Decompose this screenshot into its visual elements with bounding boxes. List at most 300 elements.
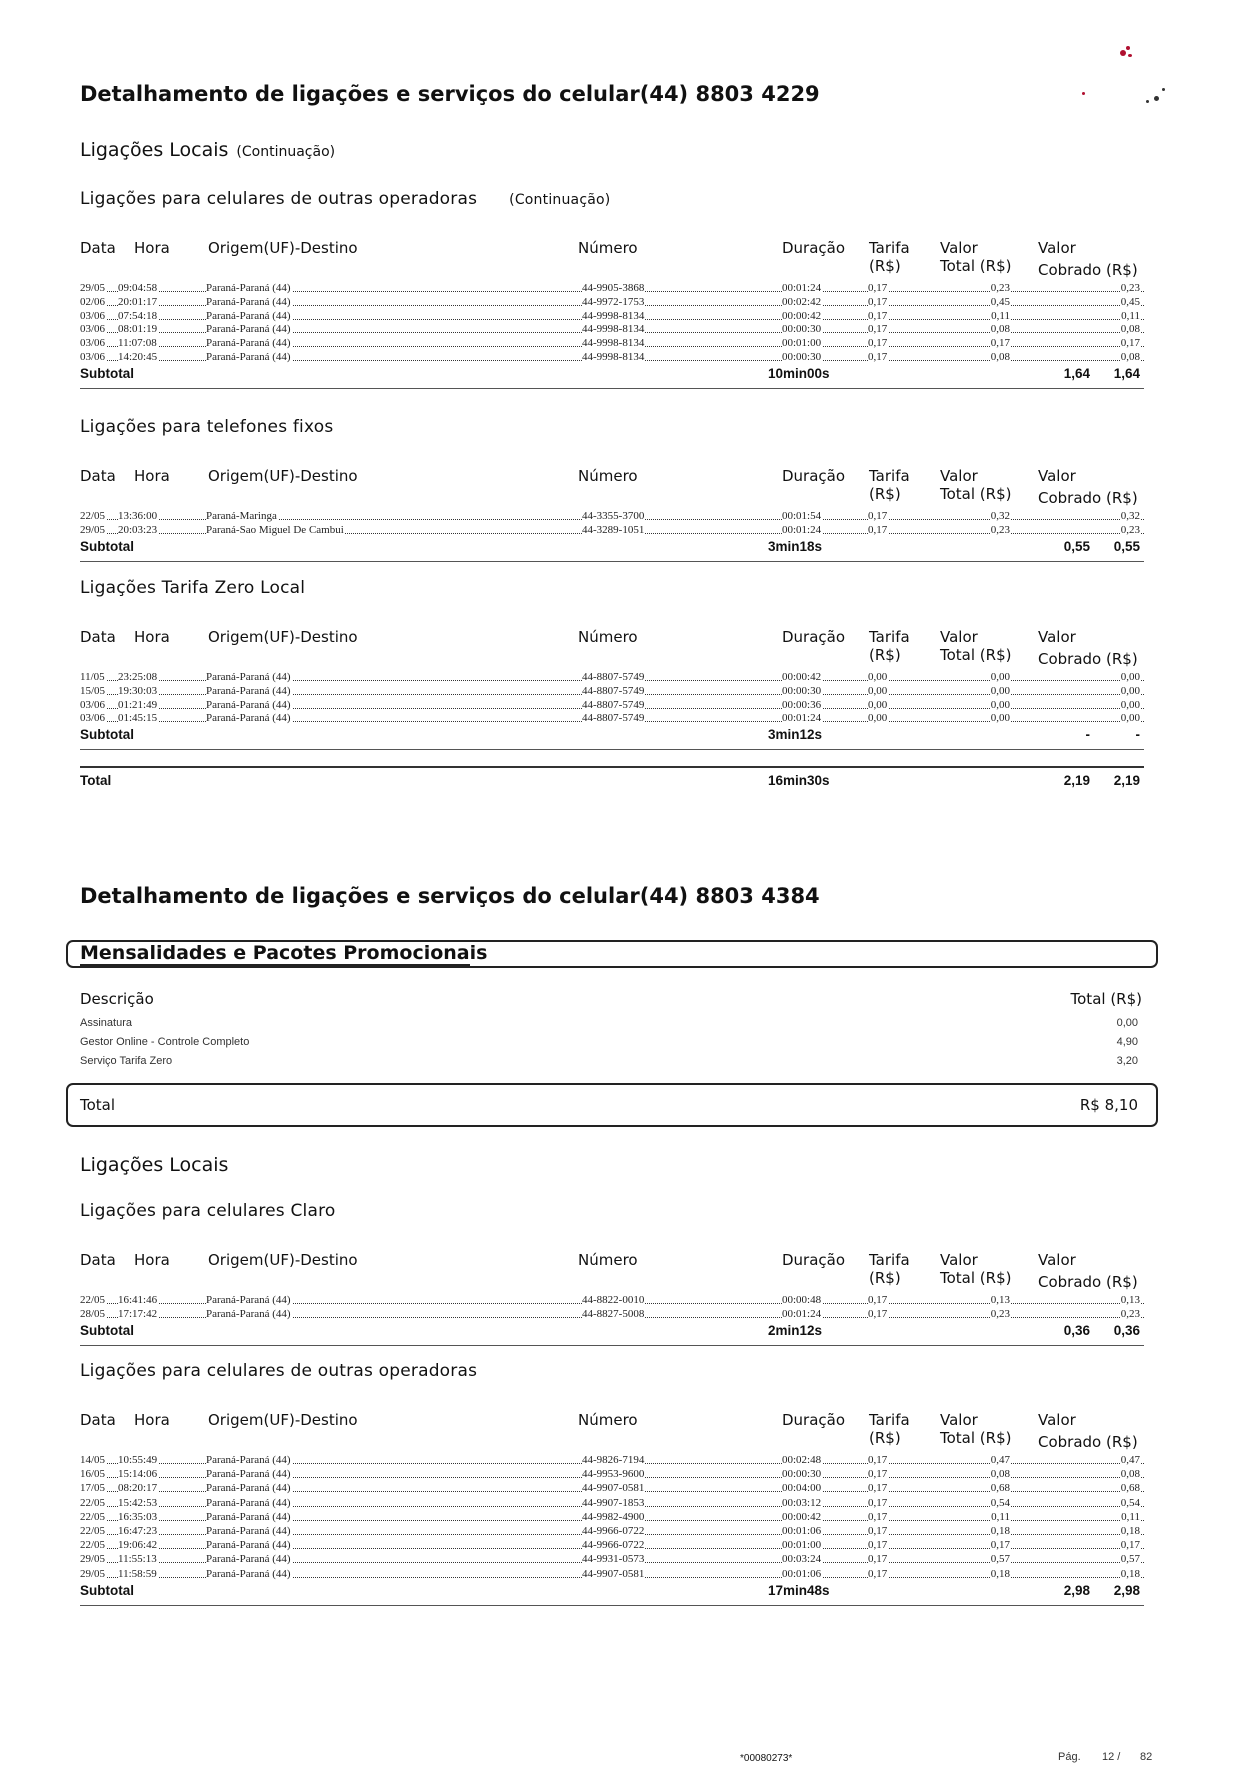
table-row — [80, 1552, 1144, 1567]
cell-numero: 44-8822-0010 — [582, 1294, 645, 1306]
col-header-valor-cobrado-unit: Cobrado (R$) — [1038, 489, 1138, 507]
cell-tarifa: 0,17 — [868, 1510, 888, 1523]
cell-valor-cobrado: 0,17 — [1120, 1539, 1140, 1552]
col-header-hora: Hora — [134, 1411, 170, 1429]
cell-hora: 10:55:49 — [118, 1454, 158, 1466]
cell-tarifa: 0,17 — [868, 1553, 888, 1566]
cell-tarifa: 0,17 — [868, 351, 888, 363]
cell-valor-total: 0,00 — [990, 684, 1010, 697]
cell-origem: Paraná-Paraná (44) — [206, 1468, 291, 1481]
subtotal-valor-cobrado: 0,36 — [1113, 1323, 1140, 1339]
col-header-duracao: Duração — [782, 1251, 846, 1269]
cell-origem: Paraná-Paraná (44) — [206, 351, 291, 363]
col-header-duracao: Duração — [782, 467, 846, 485]
cell-origem: Paraná-Paraná (44) — [206, 309, 291, 322]
cell-hora: 01:45:15 — [118, 712, 158, 725]
cell-hora: 19:06:42 — [118, 1539, 158, 1552]
subtotal-duracao: 17min48s — [768, 1582, 830, 1598]
page-label: Pág. — [1058, 1751, 1081, 1763]
cell-tarifa: 0,17 — [868, 1482, 888, 1495]
descricao-item: Gestor Online - Controle Completo — [80, 1036, 250, 1048]
group-title — [80, 417, 333, 437]
cell-data: 29/05 — [80, 1567, 106, 1580]
cell-duracao: 00:02:42 — [782, 295, 822, 308]
page-count: 82 — [1140, 1751, 1153, 1763]
table-row — [80, 1453, 1144, 1468]
descricao-header: Descrição — [80, 990, 154, 1008]
subtotal-label: Subtotal — [80, 727, 134, 743]
cell-hora: 09:04:58 — [118, 282, 158, 294]
subtotal-label: Subtotal — [80, 365, 134, 381]
cell-tarifa: 0,17 — [868, 1496, 888, 1509]
packages-total-label: Total — [80, 1096, 116, 1114]
cell-tarifa: 0,17 — [868, 510, 888, 522]
cell-origem: Paraná-Paraná (44) — [206, 1525, 291, 1537]
cell-data: 28/05 — [80, 1308, 106, 1321]
total-duracao: 16min30s — [768, 773, 830, 788]
section2-title: Detalhamento de ligações e serviços do celular(44) 8803 4384 — [80, 884, 820, 908]
table-row — [80, 336, 1144, 351]
table-row — [80, 1496, 1144, 1511]
cell-valor-cobrado: 0,08 — [1120, 351, 1140, 363]
cell-origem: Paraná-Paraná (44) — [206, 337, 291, 350]
group-title-text: Ligações para celulares de outras operadoras — [80, 1361, 478, 1381]
cell-duracao: 00:01:06 — [782, 1567, 822, 1580]
cell-hora: 19:30:03 — [118, 684, 158, 697]
table-row — [80, 1538, 1144, 1553]
cell-valor-total: 0,08 — [990, 351, 1010, 363]
cell-numero: 44-9972-1753 — [582, 295, 645, 308]
section1-continuation: (Continuação) — [236, 144, 336, 160]
col-header-tarifa-unit: (R$) — [869, 257, 901, 275]
cell-valor-cobrado: 0,08 — [1120, 323, 1140, 336]
cell-valor-cobrado: 0,45 — [1120, 295, 1140, 308]
cell-valor-cobrado: 0,17 — [1120, 337, 1140, 350]
col-header-valor-cobrado-unit: Cobrado (R$) — [1038, 1273, 1138, 1291]
cell-valor-cobrado: 0,11 — [1121, 1510, 1140, 1523]
cell-duracao: 00:03:12 — [782, 1496, 822, 1509]
group-title — [80, 1201, 336, 1221]
cell-data: 03/06 — [80, 351, 106, 363]
subtotal-valor-total: 0,36 — [1063, 1323, 1090, 1339]
subtotal-row — [80, 366, 1144, 383]
cell-data: 15/05 — [80, 684, 106, 697]
cell-hora: 07:54:18 — [118, 309, 158, 322]
subtotal-row — [80, 1323, 1144, 1340]
col-header-origem: Origem(UF)-Destino — [208, 239, 358, 257]
col-header-valor-cobrado: Valor — [1038, 628, 1076, 646]
cell-hora: 16:47:23 — [118, 1525, 158, 1537]
subtotal-valor-total: 2,98 — [1063, 1582, 1090, 1598]
col-header-tarifa-unit: (R$) — [869, 1429, 901, 1447]
col-header-valor-cobrado: Valor — [1038, 239, 1076, 257]
cell-duracao: 00:00:42 — [782, 671, 822, 683]
cell-duracao: 00:00:36 — [782, 698, 822, 711]
cell-valor-total: 0,23 — [990, 1308, 1010, 1321]
col-header-origem: Origem(UF)-Destino — [208, 1251, 358, 1269]
table-row — [80, 322, 1144, 337]
cell-duracao: 00:01:00 — [782, 1539, 822, 1552]
subtotal-valor-cobrado: 1,64 — [1113, 365, 1140, 381]
cell-tarifa: 0,17 — [868, 1539, 888, 1552]
col-header-tarifa-unit: (R$) — [869, 1269, 901, 1287]
cell-duracao: 00:04:00 — [782, 1482, 822, 1495]
cell-duracao: 00:00:30 — [782, 1468, 822, 1481]
cell-hora: 14:20:45 — [118, 351, 158, 363]
col-header-valor-total: Valor — [940, 1251, 978, 1269]
table-row — [80, 698, 1144, 713]
total-valor-total: 2,19 — [1063, 773, 1090, 788]
cell-duracao: 00:01:54 — [782, 510, 822, 522]
cell-valor-cobrado: 0,23 — [1120, 282, 1140, 294]
cell-valor-cobrado: 0,13 — [1120, 1294, 1140, 1306]
col-header-hora: Hora — [134, 1251, 170, 1269]
cell-hora: 11:58:59 — [118, 1567, 157, 1580]
subtotal-label: Subtotal — [80, 1323, 134, 1339]
cell-data: 29/05 — [80, 282, 106, 294]
cell-duracao: 00:02:48 — [782, 1454, 822, 1466]
cell-valor-cobrado: 0,00 — [1120, 684, 1140, 697]
col-header-hora: Hora — [134, 628, 170, 646]
cell-tarifa: 0,17 — [868, 282, 888, 294]
cell-valor-total: 0,00 — [990, 712, 1010, 725]
cell-numero: 44-9998-8134 — [582, 323, 645, 336]
group-title — [80, 578, 305, 598]
cell-data: 29/05 — [80, 523, 106, 536]
cell-origem: Paraná-Paraná (44) — [206, 1308, 291, 1321]
cell-tarifa: 0,17 — [868, 1567, 888, 1580]
cell-hora: 15:42:53 — [118, 1496, 158, 1509]
cell-numero: 44-8807-5749 — [582, 684, 645, 697]
section2-subtitle: Ligações Locais — [80, 1154, 229, 1176]
table-row — [80, 1467, 1144, 1482]
cell-data: 03/06 — [80, 698, 106, 711]
table-row — [80, 684, 1144, 699]
cell-valor-total: 0,08 — [990, 1468, 1010, 1481]
subtotal-separator — [80, 388, 1144, 389]
cell-tarifa: 0,17 — [868, 1454, 888, 1466]
cell-valor-cobrado: 0,00 — [1120, 671, 1140, 683]
table-row — [80, 281, 1144, 296]
cell-valor-total: 0,13 — [990, 1294, 1010, 1306]
col-header-data: Data — [80, 1411, 116, 1429]
cell-numero: 44-8807-5749 — [582, 712, 645, 725]
col-header-numero: Número — [578, 628, 638, 646]
cell-valor-cobrado: 0,68 — [1120, 1482, 1140, 1495]
packages-box — [66, 940, 1158, 968]
cell-valor-cobrado: 0,23 — [1120, 523, 1140, 536]
cell-origem: Paraná-Paraná (44) — [206, 1510, 291, 1523]
cell-duracao: 00:00:48 — [782, 1294, 822, 1306]
cell-valor-total: 0,57 — [990, 1553, 1010, 1566]
cell-data: 17/05 — [80, 1482, 106, 1495]
cell-hora: 11:55:13 — [118, 1553, 157, 1566]
cell-numero: 44-9998-8134 — [582, 309, 645, 322]
barcode-text: *00080273* — [740, 1753, 793, 1764]
cell-duracao: 00:01:00 — [782, 337, 822, 350]
col-header-numero: Número — [578, 1411, 638, 1429]
cell-origem: Paraná-Paraná (44) — [206, 1482, 291, 1495]
cell-valor-total: 0,11 — [991, 1510, 1010, 1523]
group-title-text: Ligações para celulares de outras operadoras — [80, 189, 478, 209]
col-header-duracao: Duração — [782, 239, 846, 257]
col-header-valor-total-unit: Total (R$) — [940, 1269, 1012, 1287]
cell-duracao: 00:00:42 — [782, 309, 822, 322]
col-header-data: Data — [80, 467, 116, 485]
subtotal-label: Subtotal — [80, 1582, 134, 1598]
cell-hora: 16:35:03 — [118, 1510, 158, 1523]
cell-tarifa: 0,17 — [868, 1294, 888, 1306]
col-header-tarifa: Tarifa — [869, 1411, 910, 1429]
subtotal-label: Subtotal — [80, 538, 134, 554]
cell-valor-cobrado: 0,47 — [1120, 1454, 1140, 1466]
table-row — [80, 711, 1144, 726]
cell-valor-cobrado: 0,54 — [1120, 1496, 1140, 1509]
cell-valor-cobrado: 0,00 — [1120, 698, 1140, 711]
col-header-duracao: Duração — [782, 628, 846, 646]
table-row — [80, 523, 1144, 538]
cell-data: 22/05 — [80, 510, 106, 522]
total-separator — [80, 766, 1144, 768]
col-header-valor-cobrado: Valor — [1038, 467, 1076, 485]
cell-duracao: 00:03:24 — [782, 1553, 822, 1566]
col-header-valor-total: Valor — [940, 239, 978, 257]
cell-valor-cobrado: 0,00 — [1120, 712, 1140, 725]
packages-total-value: R$ 8,10 — [1079, 1096, 1138, 1114]
cell-origem: Paraná-Paraná (44) — [206, 323, 291, 336]
cell-valor-cobrado: 0,08 — [1120, 1468, 1140, 1481]
cell-data: 22/05 — [80, 1294, 106, 1306]
cell-tarifa: 0,17 — [868, 295, 888, 308]
cell-numero: 44-3355-3700 — [582, 510, 645, 522]
cell-valor-cobrado: 0,18 — [1120, 1567, 1140, 1580]
cell-duracao: 00:01:24 — [782, 282, 822, 294]
cell-tarifa: 0,00 — [868, 712, 888, 725]
subtotal-separator — [80, 561, 1144, 562]
section1-subtitle — [80, 139, 335, 161]
cell-tarifa: 0,17 — [868, 1468, 888, 1481]
cell-data: 03/06 — [80, 712, 106, 725]
table-row — [80, 1567, 1144, 1582]
cell-valor-total: 0,45 — [990, 295, 1010, 308]
cell-data: 11/05 — [80, 671, 105, 683]
col-header-tarifa: Tarifa — [869, 1251, 910, 1269]
section1-total-row — [80, 773, 1144, 790]
group-title — [80, 189, 610, 209]
cell-valor-total: 0,23 — [990, 523, 1010, 536]
col-header-duracao: Duração — [782, 1411, 846, 1429]
cell-hora: 16:41:46 — [118, 1294, 158, 1306]
col-header-tarifa: Tarifa — [869, 628, 910, 646]
col-header-valor-total: Valor — [940, 628, 978, 646]
cell-tarifa: 0,00 — [868, 698, 888, 711]
cell-numero: 44-8827-5008 — [582, 1308, 645, 1321]
table-row — [80, 309, 1144, 324]
col-header-data: Data — [80, 628, 116, 646]
cell-origem: Paraná-Paraná (44) — [206, 671, 291, 683]
cell-numero: 44-8807-5749 — [582, 671, 645, 683]
col-header-valor-cobrado: Valor — [1038, 1251, 1076, 1269]
cell-data: 03/06 — [80, 309, 106, 322]
table-row — [80, 1510, 1144, 1525]
cell-data: 16/05 — [80, 1468, 106, 1481]
col-header-tarifa-unit: (R$) — [869, 485, 901, 503]
col-header-origem: Origem(UF)-Destino — [208, 1411, 358, 1429]
col-header-valor-cobrado: Valor — [1038, 1411, 1076, 1429]
cell-tarifa: 0,17 — [868, 323, 888, 336]
cell-tarifa: 0,17 — [868, 337, 888, 350]
subtotal-valor-cobrado: 0,55 — [1113, 538, 1140, 554]
cell-data: 03/06 — [80, 323, 106, 336]
cell-hora: 23:25:08 — [118, 671, 158, 683]
cell-hora: 17:17:42 — [118, 1308, 158, 1321]
cell-duracao: 00:01:06 — [782, 1525, 822, 1537]
col-header-valor-cobrado-unit: Cobrado (R$) — [1038, 261, 1138, 279]
cell-data: 03/06 — [80, 337, 106, 350]
table-row — [80, 670, 1144, 685]
table-row — [80, 350, 1144, 365]
col-header-valor-total: Valor — [940, 1411, 978, 1429]
cell-numero: 44-9998-8134 — [582, 351, 645, 363]
cell-valor-total: 0,23 — [990, 282, 1010, 294]
ink-mark — [1110, 42, 1170, 112]
table-row — [80, 1307, 1144, 1322]
cell-origem: Paraná-Paraná (44) — [206, 1567, 291, 1580]
packages-total-box — [66, 1083, 1158, 1127]
table-row — [80, 1481, 1144, 1496]
cell-duracao: 00:01:24 — [782, 712, 822, 725]
cell-duracao: 00:01:24 — [782, 1308, 822, 1321]
subtotal-valor-total: 0,55 — [1063, 538, 1090, 554]
col-header-numero: Número — [578, 239, 638, 257]
cell-valor-total: 0,11 — [991, 309, 1010, 322]
cell-origem: Paraná-Paraná (44) — [206, 684, 291, 697]
col-header-valor-cobrado-unit: Cobrado (R$) — [1038, 1433, 1138, 1451]
group-title-text: Ligações para celulares Claro — [80, 1201, 336, 1221]
col-header-origem: Origem(UF)-Destino — [208, 467, 358, 485]
cell-data: 22/05 — [80, 1525, 106, 1537]
cell-origem: Paraná-Maringa — [206, 510, 277, 522]
cell-hora: 08:20:17 — [118, 1482, 158, 1495]
cell-valor-total: 0,17 — [990, 1539, 1010, 1552]
cell-origem: Paraná-Sao Miguel De Cambui — [206, 523, 344, 536]
cell-tarifa: 0,17 — [868, 1525, 888, 1537]
cell-valor-total: 0,32 — [990, 510, 1010, 522]
cell-numero: 44-9905-3868 — [582, 282, 645, 294]
cell-numero: 44-9966-0722 — [582, 1525, 645, 1537]
col-header-tarifa: Tarifa — [869, 467, 910, 485]
cell-tarifa: 0,17 — [868, 309, 888, 322]
cell-origem: Paraná-Paraná (44) — [206, 1553, 291, 1566]
cell-valor-total: 0,00 — [990, 671, 1010, 683]
cell-tarifa: 0,00 — [868, 684, 888, 697]
cell-valor-cobrado: 0,57 — [1120, 1553, 1140, 1566]
col-header-valor-total-unit: Total (R$) — [940, 646, 1012, 664]
cell-hora: 15:14:06 — [118, 1468, 158, 1481]
cell-numero: 44-9931-0573 — [582, 1553, 645, 1566]
cell-origem: Paraná-Paraná (44) — [206, 1539, 291, 1552]
group-title — [80, 1361, 477, 1381]
cell-numero: 44-9953-9600 — [582, 1468, 645, 1481]
subtotal-valor-cobrado: 2,98 — [1113, 1582, 1140, 1598]
cell-duracao: 00:00:30 — [782, 351, 822, 363]
col-header-numero: Número — [578, 1251, 638, 1269]
section1-title: Detalhamento de ligações e serviços do celular(44) 8803 4229 — [80, 82, 820, 106]
cell-duracao: 00:00:30 — [782, 684, 822, 697]
section1-subtitle-text: Ligações Locais — [80, 139, 229, 161]
subtotal-valor-total: 1,64 — [1063, 365, 1090, 381]
packages-box-title: Mensalidades e Pacotes Promocionais — [80, 942, 488, 964]
cell-valor-cobrado: 0,11 — [1121, 309, 1140, 322]
col-header-valor-total-unit: Total (R$) — [940, 485, 1012, 503]
cell-valor-total: 0,68 — [990, 1482, 1010, 1495]
cell-data: 22/05 — [80, 1496, 106, 1509]
cell-tarifa: 0,17 — [868, 523, 888, 536]
group-title-text: Ligações para telefones fixos — [80, 417, 334, 437]
cell-data: 02/06 — [80, 295, 106, 308]
descricao-valor: 3,20 — [1116, 1055, 1138, 1067]
descricao-item: Serviço Tarifa Zero — [80, 1055, 173, 1067]
cell-origem: Paraná-Paraná (44) — [206, 712, 291, 725]
cell-valor-total: 0,00 — [990, 698, 1010, 711]
table-row — [80, 295, 1144, 310]
cell-data: 29/05 — [80, 1553, 106, 1566]
subtotal-separator — [80, 1605, 1144, 1606]
cell-data: 14/05 — [80, 1454, 106, 1466]
cell-valor-total: 0,47 — [990, 1454, 1010, 1466]
subtotal-duracao: 2min12s — [768, 1323, 823, 1339]
cell-numero: 44-9907-0581 — [582, 1567, 645, 1580]
cell-numero: 44-9907-1853 — [582, 1496, 645, 1509]
cell-hora: 20:01:17 — [118, 295, 158, 308]
col-header-numero: Número — [578, 467, 638, 485]
cell-numero: 44-9907-0581 — [582, 1482, 645, 1495]
cell-valor-total: 0,17 — [990, 337, 1010, 350]
cell-valor-total: 0,54 — [990, 1496, 1010, 1509]
cell-origem: Paraná-Paraná (44) — [206, 295, 291, 308]
subtotal-duracao: 3min12s — [768, 727, 823, 743]
cell-origem: Paraná-Paraná (44) — [206, 282, 291, 294]
cell-valor-total: 0,08 — [990, 323, 1010, 336]
cell-hora: 11:07:08 — [118, 337, 157, 350]
cell-valor-cobrado: 0,23 — [1120, 1308, 1140, 1321]
cell-hora: 01:21:49 — [118, 698, 158, 711]
cell-data: 22/05 — [80, 1539, 106, 1552]
cell-data: 22/05 — [80, 1510, 106, 1523]
cell-numero: 44-9826-7194 — [582, 1454, 645, 1466]
table-row — [80, 509, 1144, 524]
total-label: Total — [80, 773, 112, 788]
cell-tarifa: 0,17 — [868, 1308, 888, 1321]
col-header-origem: Origem(UF)-Destino — [208, 628, 358, 646]
table-row — [80, 1293, 1144, 1308]
col-header-valor-cobrado-unit: Cobrado (R$) — [1038, 650, 1138, 668]
col-header-hora: Hora — [134, 239, 170, 257]
table-row — [80, 1524, 1144, 1539]
subtotal-duracao: 3min18s — [768, 538, 823, 554]
cell-valor-total: 0,18 — [990, 1525, 1010, 1537]
subtotal-row — [80, 727, 1144, 744]
packages-title-underline — [80, 964, 470, 966]
col-header-data: Data — [80, 1251, 116, 1269]
total-valor-cobrado: 2,19 — [1113, 773, 1140, 788]
cell-hora: 13:36:00 — [118, 510, 158, 522]
cell-origem: Paraná-Paraná (44) — [206, 1496, 291, 1509]
cell-valor-total: 0,18 — [990, 1567, 1010, 1580]
col-header-tarifa-unit: (R$) — [869, 646, 901, 664]
col-header-data: Data — [80, 239, 116, 257]
col-header-valor-total-unit: Total (R$) — [940, 257, 1012, 275]
